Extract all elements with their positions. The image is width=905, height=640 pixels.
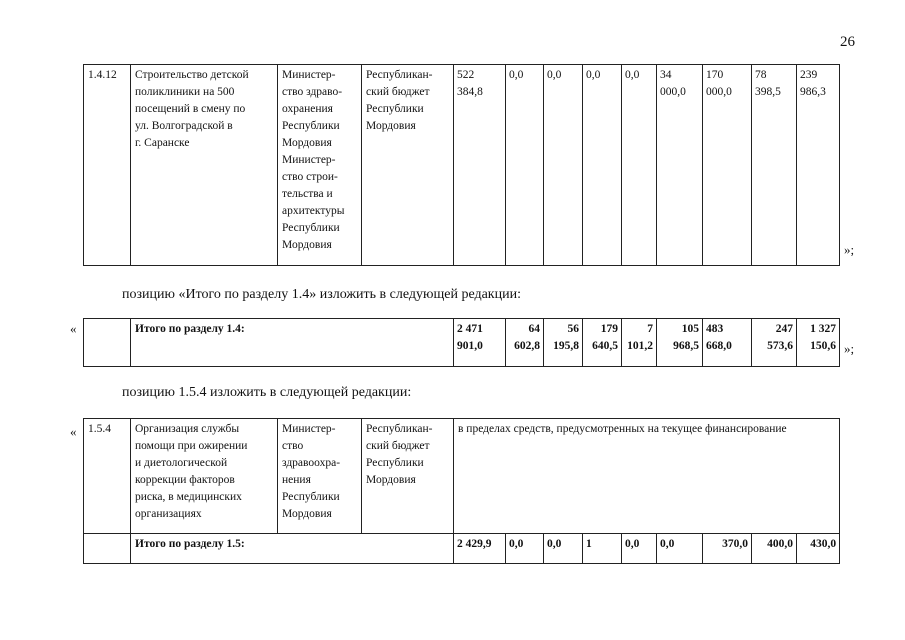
- page-number: 26: [840, 34, 855, 50]
- table-row: [84, 534, 840, 564]
- value-cell: 0,0: [506, 65, 544, 266]
- table-row: [84, 319, 840, 367]
- empty-cell: [84, 319, 131, 367]
- total-value: 179 640,5: [583, 319, 622, 367]
- value-cell: 0,0: [583, 65, 622, 266]
- total-value: 430,0: [797, 534, 840, 564]
- instruction-paragraph: позицию 1.5.4 изложить в следующей редакции:: [122, 385, 412, 400]
- value-cell: 0,0: [544, 65, 583, 266]
- value-cell: 78 398,5: [752, 65, 797, 266]
- total-value: 7 101,2: [622, 319, 657, 367]
- total-value: 400,0: [752, 534, 797, 564]
- table-position-1-4-12: [83, 64, 840, 266]
- total-value: 1: [583, 534, 622, 564]
- closing-quote: »;: [844, 341, 855, 356]
- position-code: 1.4.12: [84, 65, 131, 266]
- total-value: 2 429,9: [454, 534, 506, 564]
- total-value: 0,0: [544, 534, 583, 564]
- total-label: Итого по разделу 1.5:: [131, 534, 454, 564]
- table-total-1-4: [83, 318, 840, 367]
- total-label: Итого по разделу 1.4:: [131, 319, 454, 367]
- position-name: Организация службы помощи при ожирении и диетологической коррекции факторов риска, в медицинских организациях: [131, 419, 278, 534]
- value-cell: 0,0: [622, 65, 657, 266]
- total-value: 0,0: [657, 534, 703, 564]
- position-code: 1.5.4: [84, 419, 131, 534]
- empty-cell: [84, 534, 131, 564]
- total-value: 0,0: [506, 534, 544, 564]
- total-value: 247 573,6: [752, 319, 797, 367]
- position-name: Строительство детской поликлиники на 500 посещений в смену по ул. Волгоградской в г. Саранске: [131, 65, 278, 266]
- value-cell: 239 986,3: [797, 65, 840, 266]
- opening-quote: «: [70, 321, 77, 336]
- opening-quote: «: [70, 424, 77, 439]
- total-value: 1 327 150,6: [797, 319, 840, 367]
- total-value: 2 471 901,0: [454, 319, 506, 367]
- funding-source-cell: Республикан- ский бюджет Республики Мордовия: [362, 419, 454, 534]
- total-value: 370,0: [703, 534, 752, 564]
- total-value: 0,0: [622, 534, 657, 564]
- executor-cell: Министер- ство здраво- охранения Республики Мордовия Министер- ство строи- тельства и архитектуры Республики Мордовия: [278, 65, 362, 266]
- closing-quote: »;: [844, 242, 855, 257]
- total-value: 56 195,8: [544, 319, 583, 367]
- table-row: [84, 419, 840, 534]
- funding-source-cell: Республикан- ский бюджет Республики Мордовия: [362, 65, 454, 266]
- value-cell: 34 000,0: [657, 65, 703, 266]
- financing-note: в пределах средств, предусмотренных на текущее финансирование: [454, 419, 840, 534]
- value-cell: 170 000,0: [703, 65, 752, 266]
- total-value: 105 968,5: [657, 319, 703, 367]
- total-value: 483 668,0: [703, 319, 752, 367]
- table-position-1-5-4: [83, 418, 840, 564]
- total-value: 64 602,8: [506, 319, 544, 367]
- table-row: [84, 65, 840, 266]
- executor-cell: Министер- ство здравоохра- нения Республики Мордовия: [278, 419, 362, 534]
- value-cell: 522 384,8: [454, 65, 506, 266]
- instruction-paragraph: позицию «Итого по разделу 1.4» изложить в следующей редакции:: [122, 287, 521, 302]
